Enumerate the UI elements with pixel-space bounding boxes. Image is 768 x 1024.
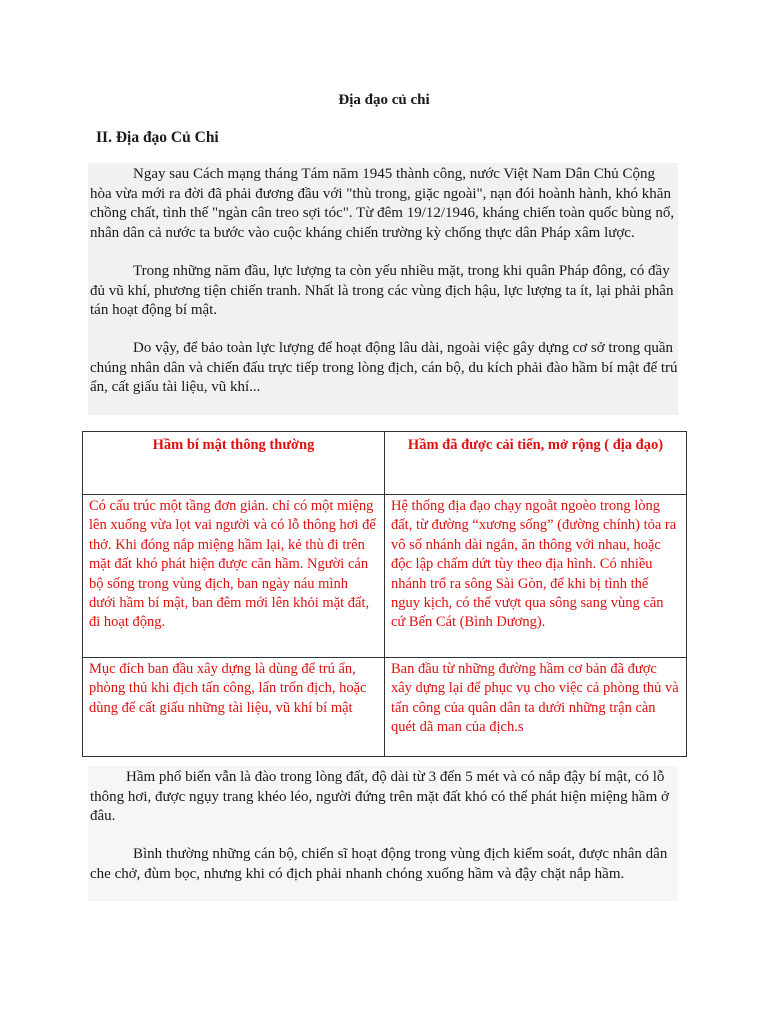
closing-paragraph-1: Hầm phổ biến vẫn là đào trong lòng đất, độ dài từ 3 đến 5 mét và có nắp đậy bí mật, có lỗ thông hơi, được ngụy trang khéo léo, người đứng trên mặt đất khó có thể phát hiện miệng hầm ở đâu. — [90, 769, 669, 825]
comparison-table — [82, 431, 687, 757]
table-header-row — [83, 432, 687, 495]
intro-paragraph-3: Do vậy, để bảo toàn lực lượng để hoạt động lâu dài, ngoài việc gây dựng cơ sở trong quần chúng nhân dân và chiến đấu trực tiếp trong lòng địch, cán bộ, du kích phải đào hầm bí mật để trú ẩn, cất giấu tài liệu, vũ khí... — [90, 340, 678, 396]
table-cell-structure-improved: Hệ thống địa đạo chạy ngoằt ngoèo trong lòng đất, từ đường “xương sống” (đường chính) tỏa ra vô số nhánh dài ngắn, ăn thông với nhau, hoặc độc lập chấm dứt tùy theo địa hình. Có nhiều nhánh trổ ra sông Sài Gòn, để khi bị tình thế nguy kịch, có thể vượt qua sông sang vùng căn cứ Bến Cát (Bình Dương). — [385, 495, 687, 658]
section-heading: II. Địa đạo Củ Chi — [96, 129, 219, 146]
table-header-improved-tunnel: Hầm đã được cải tiến, mở rộng ( địa đạo) — [385, 432, 687, 495]
intro-paragraph-2: Trong những năm đầu, lực lượng ta còn yếu nhiều mặt, trong khi quân Pháp đông, có đầy đủ vũ khí, phương tiện chiến tranh. Nhất là trong các vùng địch hậu, lực lượng ta ít, lại phải phân tán hoạt động bí mật. — [90, 263, 674, 319]
table-cell-purpose-improved: Ban đầu từ những đường hầm cơ bản đã được xây dựng lại để phục vụ cho việc cả phòng thủ và tấn công của quân dân ta dưới những trận càn quét dã man của địch.s — [385, 658, 687, 757]
closing-paragraph-2: Bình thường những cán bộ, chiến sĩ hoạt động trong vùng địch kiểm soát, được nhân dân che chở, đùm bọc, nhưng khi có địch phải nhanh chóng xuống hầm và đậy chặt nắp hầm. — [90, 846, 668, 882]
table-header-regular-tunnel: Hầm bí mật thông thường — [83, 432, 385, 495]
table-cell-purpose-regular: Mục đích ban đầu xây dựng là dùng để trú ẩn, phòng thủ khi địch tấn công, lẩn trốn địch, hoặc dùng để cất giấu những tài liệu, vũ khí bí mật — [83, 658, 385, 757]
table-row — [83, 658, 687, 757]
page-title: Địa đạo củ chi — [338, 92, 430, 108]
table-cell-structure-regular: Có cấu trúc một tầng đơn giản. chỉ có một miệng lên xuống vừa lọt vai người và có lỗ thông hơi để thở. Khi đóng nắp miệng hầm lại, kẻ thù đi trên mặt đất khó phát hiện được căn hầm. Người cán bộ sống trong vùng địch, ban ngày náu mình dưới hầm bí mật, ban đêm mới lên khỏi mặt đất, đi hoạt động. — [83, 495, 385, 658]
intro-paragraph-1: Ngay sau Cách mạng tháng Tám năm 1945 thành công, nước Việt Nam Dân Chủ Cộng hòa vừa mới ra đời đã phải đương đầu với "thù trong, giặc ngoài", nạn đói hoành hành, khó khăn chồng chất, tình thế "ngàn cân treo sợi tóc". Từ đêm 19/12/1946, kháng chiến toàn quốc bùng nổ, nhân dân cả nước ta bước vào cuộc kháng chiến trường kỳ chống thực dân Pháp xâm lược. — [90, 166, 675, 242]
table-row — [83, 495, 687, 658]
